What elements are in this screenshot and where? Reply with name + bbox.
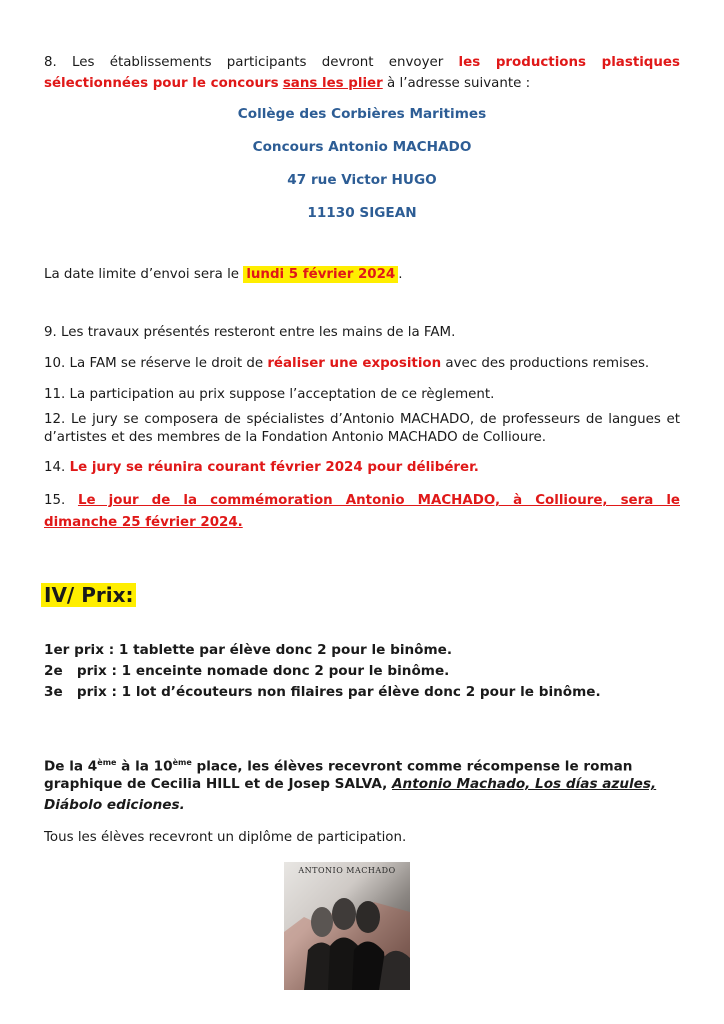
places-line-3 — [44, 795, 185, 815]
item-8-line-1 — [44, 52, 680, 73]
machado-book-cover-image — [284, 862, 410, 990]
deadline — [44, 264, 403, 285]
item-10-highlight: réaliser une exposition — [267, 356, 442, 371]
item-10-text-end: avec des productions remises. — [445, 356, 650, 371]
item-15-number: 15. — [44, 493, 66, 508]
item-8-text-end: à l’adresse suivante : — [387, 76, 531, 91]
item-14-number: 14. — [44, 460, 66, 475]
prize-2-rank: 2e prix : — [44, 663, 117, 679]
prize-2 — [44, 661, 449, 681]
places-sup-2: ème — [172, 758, 192, 767]
places-line-1 — [44, 753, 632, 777]
item-10 — [44, 353, 649, 374]
deadline-text: La date limite d’envoi sera le — [44, 267, 240, 282]
section-heading-text: IV/ Prix: — [41, 583, 136, 607]
item-11: 11. La participation au prix suppose l’acceptation de ce règlement. — [44, 387, 495, 402]
places-sup-1: ème — [97, 758, 117, 767]
places-line-2 — [44, 774, 656, 794]
places-post: place, les élèves recevront comme récompense le roman — [191, 758, 633, 775]
book-publisher: Diábolo ediciones. — [44, 797, 185, 813]
item-15-date: dimanche 25 février 2024. — [44, 515, 243, 530]
item-14-text: Le jury se réunira courant février 2024 pour délibérer. — [69, 460, 479, 475]
deadline-period: . — [398, 267, 403, 282]
prize-3-rank: 3e prix : — [44, 684, 117, 700]
item-8-highlight-2: sélectionnées pour le concours — [44, 76, 279, 91]
prize-3-text: 1 lot d’écouteurs non filaires par élève donc 2 pour le binôme. — [121, 684, 601, 700]
item-9: 9. Les travaux présentés resteront entre les mains de la FAM. — [44, 325, 456, 340]
prize-1-text: 1 tablette par élève donc 2 pour le binôme. — [118, 642, 453, 658]
item-8-line-2 — [44, 73, 680, 94]
section-heading — [41, 583, 136, 607]
deadline-date: lundi 5 février 2024 — [243, 266, 398, 283]
address-line-4: 11130 SIGEAN — [307, 205, 417, 221]
item-12-line-2: d’artistes et des membres de la Fondation Antonio MACHADO de Collioure. — [44, 430, 547, 445]
places-authors: graphique de Cecilia HILL et de Josep SALVA, — [44, 776, 388, 792]
item-15-line-2 — [44, 512, 243, 533]
item-8-highlight-3: sans les plier — [282, 76, 383, 91]
item-15-text: Le jour de la commémoration Antonio MACHADO, à Collioure, sera le — [77, 493, 680, 508]
places-mid: à la 10 — [116, 758, 173, 775]
address-line-2: Concours Antonio MACHADO — [252, 139, 472, 155]
portraits-illustration — [284, 862, 410, 990]
diploma-text: Tous les élèves recevront un diplôme de participation. — [44, 830, 407, 845]
item-8-highlight-1: les productions plastiques — [458, 55, 680, 70]
item-15-line-1 — [44, 490, 680, 511]
prize-1-rank: 1er prix : — [44, 642, 115, 658]
item-14 — [44, 457, 479, 478]
item-12-line-1: 12. Le jury se composera de spécialistes d’Antonio MACHADO, de professeurs de langues et — [44, 412, 680, 427]
book-title: Antonio Machado, Los días azules, — [392, 776, 657, 792]
address-line-3: 47 rue Victor HUGO — [287, 172, 437, 188]
item-8-number: 8. — [44, 55, 57, 70]
prize-3 — [44, 682, 601, 702]
prize-2-text: 1 enceinte nomade donc 2 pour le binôme. — [121, 663, 450, 679]
item-10-text: 10. La FAM se réserve le droit de — [44, 356, 264, 371]
places-pre: De la 4 — [44, 758, 98, 775]
prize-1 — [44, 640, 452, 660]
address-line-1: Collège des Corbières Maritimes — [237, 106, 487, 122]
image-title: ANTONIO MACHADO — [298, 866, 396, 875]
item-8-text: Les établissements participants devront envoyer — [72, 55, 444, 70]
